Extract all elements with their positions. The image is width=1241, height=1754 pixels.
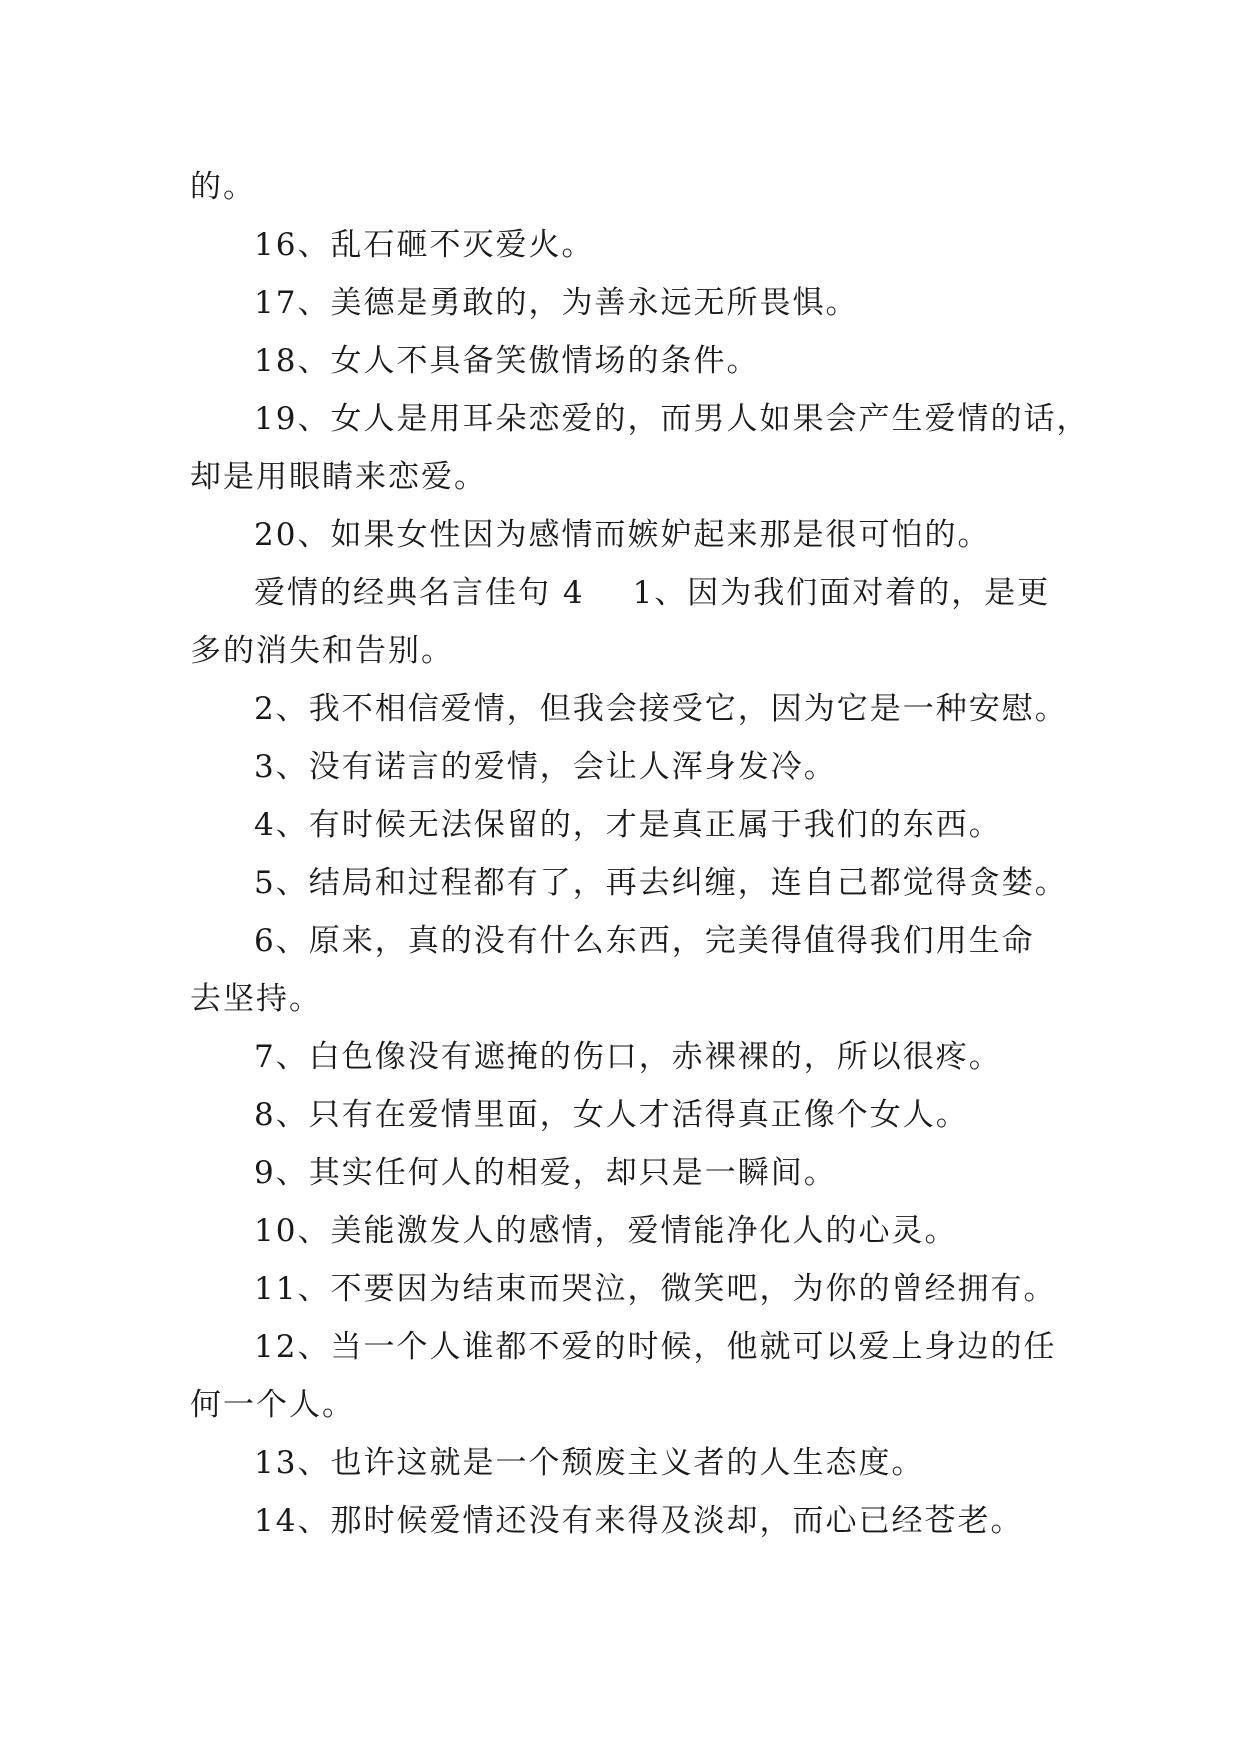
text-line: 18、女人不具备笑傲情场的条件。 <box>254 343 760 379</box>
text-line: 的。 <box>190 169 256 205</box>
section-heading: 爱情的经典名言佳句 4 <box>254 575 585 611</box>
text-line: 17、美德是勇敢的，为善永远无所畏惧。 <box>254 285 859 321</box>
text-line: 3、没有诺言的爱情，会让人浑身发冷。 <box>254 749 837 785</box>
text-line: 却是用眼睛来恋爱。 <box>190 459 487 495</box>
section-first-quote: 1、因为我们面对着的，是更 <box>632 575 1051 611</box>
text-line: 4、有时候无法保留的，才是真正属于我们的东西。 <box>254 807 1002 843</box>
text-line: 12、当一个人谁都不爱的时候，他就可以爱上身边的任 <box>254 1329 1057 1365</box>
section-heading-line <box>190 564 1070 622</box>
text-line: 6、原来，真的没有什么东西，完美得值得我们用生命 <box>254 923 1035 959</box>
text-line: 8、只有在爱情里面，女人才活得真正像个女人。 <box>254 1097 969 1133</box>
text-line: 多的消失和告别。 <box>190 633 454 669</box>
text-line: 10、美能激发人的感情，爱情能净化人的心灵。 <box>254 1213 958 1249</box>
document-body <box>190 158 1090 1550</box>
text-line: 14、那时候爱情还没有来得及淡却，而心已经苍老。 <box>254 1503 1024 1539</box>
text-line: 5、结局和过程都有了，再去纠缠，连自己都觉得贪婪。 <box>254 865 1068 901</box>
text-line: 11、不要因为结束而哭泣，微笑吧，为你的曾经拥有。 <box>254 1271 1057 1307</box>
text-line: 19、女人是用耳朵恋爱的，而男人如果会产生爱情的话， <box>254 401 1090 437</box>
text-line: 16、乱石砸不灭爱火。 <box>254 227 595 263</box>
text-line: 9、其实任何人的相爱，却只是一瞬间。 <box>254 1155 837 1191</box>
text-line: 20、如果女性因为感情而嫉妒起来那是很可怕的。 <box>254 517 991 553</box>
text-line: 13、也许这就是一个颓废主义者的人生态度。 <box>254 1445 925 1481</box>
text-line: 7、白色像没有遮掩的伤口，赤裸裸的，所以很疼。 <box>254 1039 1002 1075</box>
text-line: 2、我不相信爱情，但我会接受它，因为它是一种安慰。 <box>254 691 1068 727</box>
text-line: 去坚持。 <box>190 981 322 1017</box>
text-line: 何一个人。 <box>190 1387 355 1423</box>
